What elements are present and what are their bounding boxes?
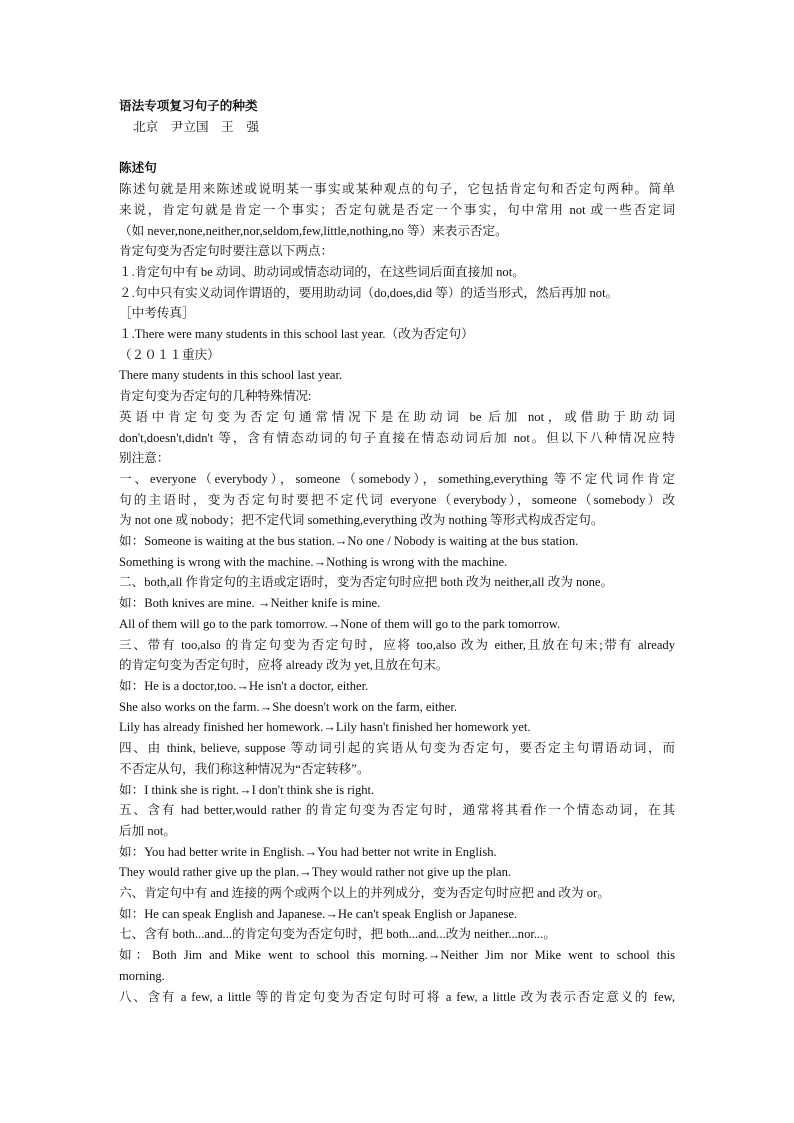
text-line: 五、含有 had better,would rather 的肯定句变为否定句时，通常将其看作一个情态动词，在其 <box>119 803 675 818</box>
document-title: 语法专项复习句子的种类 <box>119 99 258 113</box>
text-line: 如：I think she is right.→I don't think she is right. <box>119 782 375 797</box>
text-line: 如：Both Jim and Mike went to school this morning.→Neither Jim nor Mike went to school this <box>119 948 675 963</box>
text-line: 八、含有 a few, a little 等的肯定句变为否定句时可将 a few, a little 改为表示否定意义的 few, <box>119 989 675 1004</box>
text-line: 为 not one 或 nobody；把不定代词 something,everything 改为 nothing 等形式构成否定句。 <box>119 513 604 528</box>
text-line: ［中考传真］ <box>119 306 195 321</box>
text-line: （２０１１重庆） <box>119 347 220 362</box>
text-line: 来说，肯定句就是肯定一个事实；否定句就是否定一个事实，句中常用 not 或一些否定词 <box>119 202 675 217</box>
text-line: 的肯定句变为否定句时，应将 already 改为 yet,且放在句末。 <box>119 658 449 673</box>
section-heading: 陈述句 <box>119 161 157 176</box>
blank-line <box>119 137 675 158</box>
text-line: 如：Someone is waiting at the bus station.→No one / Nobody is waiting at the bus station. <box>119 534 579 549</box>
text-line: 四、由 think, believe, suppose 等动词引起的宾语从句变为否定句，要否定主句谓语动词，而 <box>119 741 675 756</box>
text-line: 陈述句就是用来陈述或说明某一事实或某种观点的句子，它包括肯定句和否定句两种。简单 <box>119 182 675 197</box>
text-line: Something is wrong with the machine.→Nothing is wrong with the machine. <box>119 554 508 569</box>
text-line: ２.句中只有实义动词作谓语的，要用助动词（do,does,did 等）的适当形式，然后再加 not。 <box>119 285 619 300</box>
text-line: 英语中肯定句变为否定句通常情况下是在助动词 be 后加 not，或借助于助动词 <box>119 409 675 424</box>
text-line: 肯定句变为否定句时要注意以下两点： <box>119 244 334 259</box>
document-authors: 北京 尹立国 王 强 <box>133 119 259 134</box>
text-line: 后加 not。 <box>119 823 177 838</box>
text-line: 三、带有 too,also 的肯定句变为否定句时，应将 too,also 改为 either,且放在句末;带有 already <box>119 637 675 652</box>
text-line: 六、肯定句中有 and 连接的两个或两个以上的并列成分，变为否定句时应把 and 改为 or。 <box>119 886 610 901</box>
text-line: 句的主语时，变为否定句时要把不定代词 everyone（everybody），someone（somebody）改 <box>119 492 675 507</box>
text-line: She also works on the farm.→She doesn't work on the farm, either. <box>119 699 458 714</box>
text-line: 如：Both knives are mine. →Neither knife is mine. <box>119 596 381 611</box>
text-line: １.肯定句中有 be 动词、助动词或情态动词的，在这些词后面直接加 not。 <box>119 264 525 279</box>
text-line: 如：He can speak English and Japanese.→He can't speak English or Japanese. <box>119 906 518 921</box>
text-line: morning. <box>119 968 165 983</box>
text-line: 如：He is a doctor,too.→He isn't a doctor, either. <box>119 678 369 693</box>
text-line: 肯定句变为否定句的几种特殊情况: <box>119 389 312 404</box>
text-line: All of them will go to the park tomorrow.→None of them will go to the park tomorrow. <box>119 616 561 631</box>
text-line: don't,doesn't,didn't 等，含有情态动词的句子直接在情态动词后加 not。但以下八种情况应特 <box>119 430 675 445</box>
text-line: They would rather give up the plan.→They would rather not give up the plan. <box>119 865 512 880</box>
text-line: 一、everyone（everybody），someone（somebody），something,everything 等不定代词作肯定 <box>119 471 675 486</box>
text-line: （如 never,none,neither,nor,seldom,few,little,nothing,no 等）来表示否定。 <box>119 223 508 238</box>
document-body <box>119 96 675 1007</box>
text-line: 七、含有 both...and...的肯定句变为否定句时，把 both...and...改为 neither...nor...。 <box>119 927 556 942</box>
text-line: There many students in this school last year. <box>119 368 343 383</box>
text-line: Lily has already finished her homework.→Lily hasn't finished her homework yet. <box>119 720 531 735</box>
paragraph-lines <box>119 179 675 1007</box>
text-line: 如：You had better write in English.→You had better not write in English. <box>119 844 497 859</box>
text-line: 不否定从句，我们称这种情况为“否定转移”。 <box>119 761 370 776</box>
text-line: 别注意： <box>119 451 170 466</box>
text-line: １.There were many students in this school last year.（改为否定句） <box>119 327 474 342</box>
text-line: 二、both,all 作肯定句的主语或定语时，变为否定句时应把 both 改为 neither,all 改为 none。 <box>119 575 614 590</box>
